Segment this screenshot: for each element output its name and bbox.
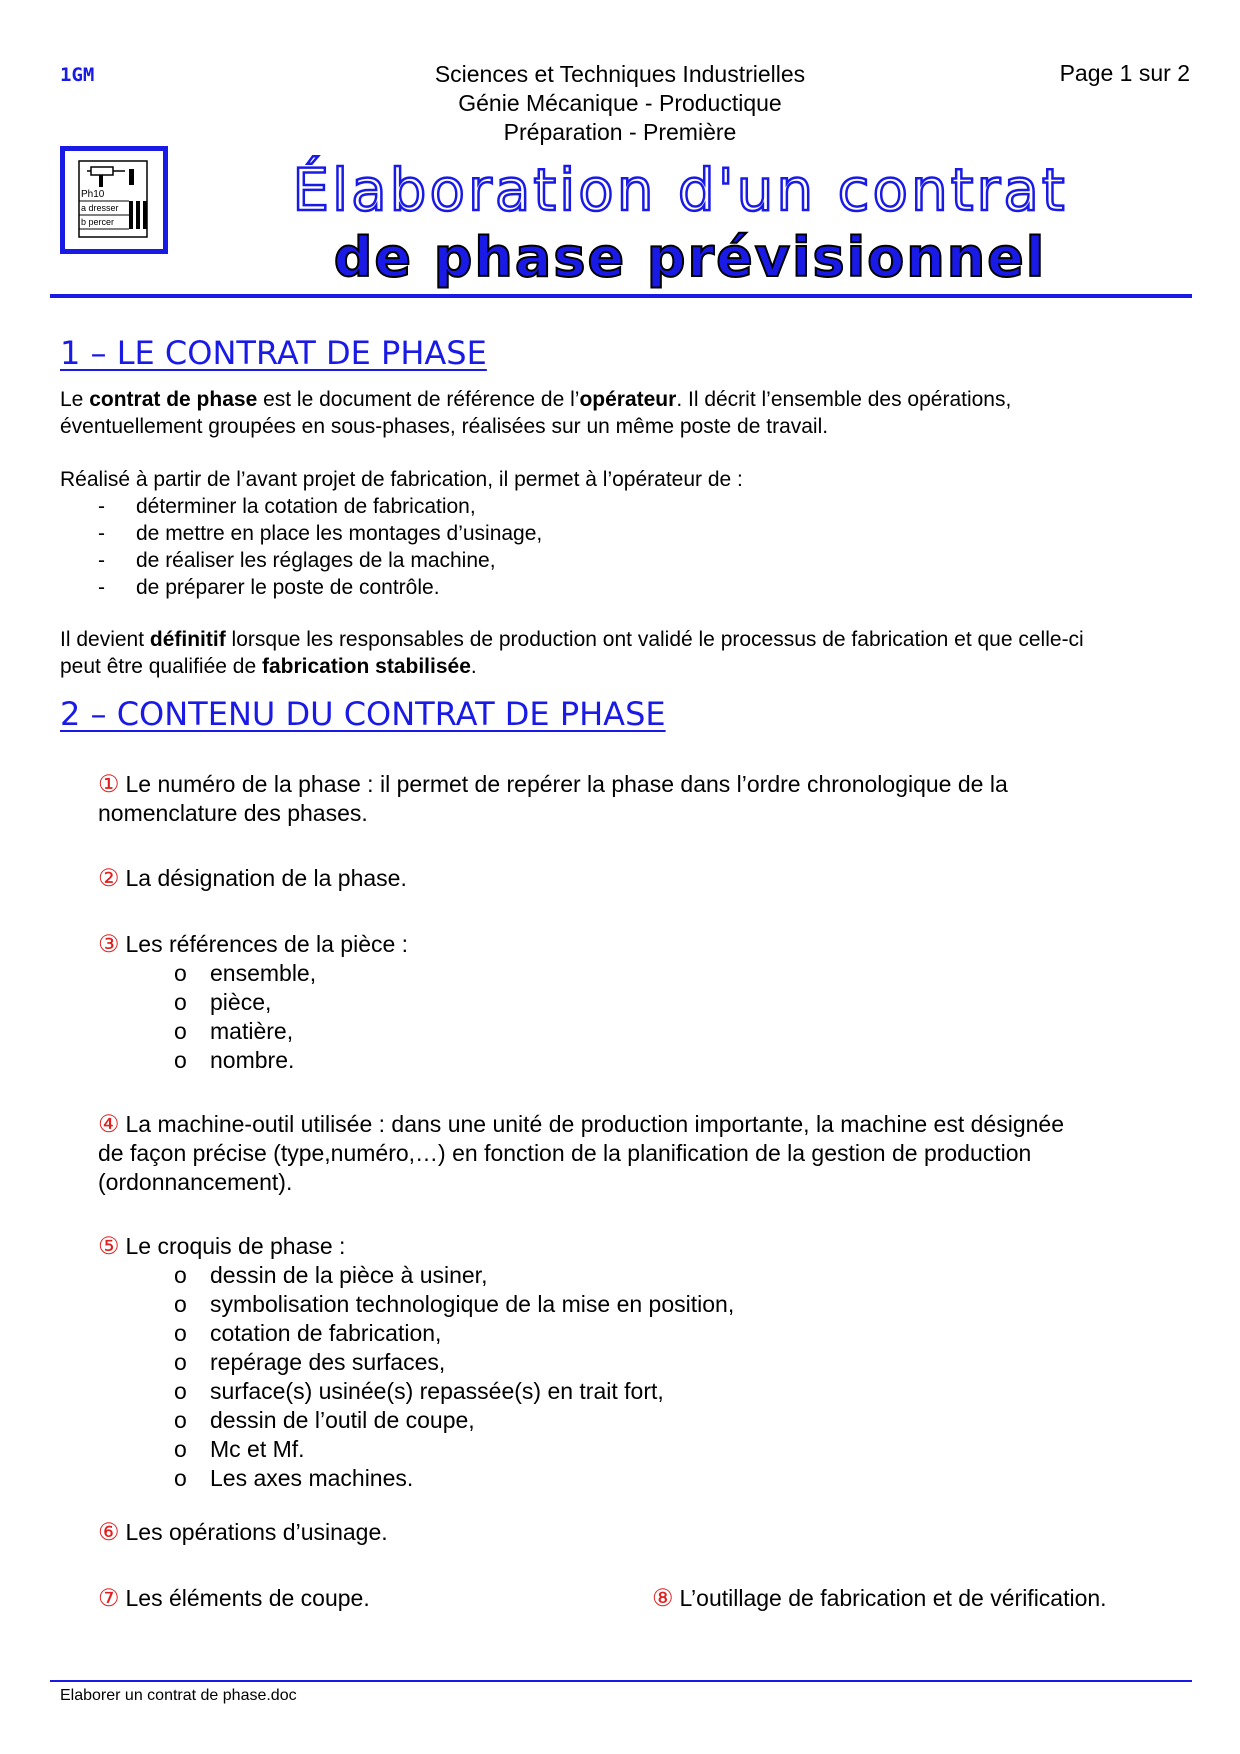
- item-text: L’outillage de fabrication et de vérification.: [679, 1585, 1107, 1611]
- bullet-marker: o: [174, 1465, 187, 1491]
- list-item: [0, 1435, 1198, 1464]
- item-number: ①: [98, 771, 120, 798]
- title-line-1: [180, 150, 1180, 230]
- dash-marker: -: [98, 549, 105, 572]
- list-item-text: pièce,: [210, 989, 272, 1015]
- title-text-1: Élaboration d'un contrat: [292, 156, 1068, 224]
- list-item: [60, 547, 1190, 574]
- bullet-marker: o: [174, 1047, 187, 1073]
- footer-divider: [50, 1680, 1192, 1682]
- dash-marker: -: [98, 576, 105, 599]
- list-item: [0, 1406, 1198, 1435]
- content-item-2: [98, 864, 407, 893]
- list-item: [60, 493, 1190, 520]
- content-item-5: [98, 1232, 1198, 1493]
- item-text: La machine-outil utilisée : dans une unité de production importante, la machine est désignée: [125, 1111, 1064, 1137]
- list-item-text: de mettre en place les montages d’usinage,: [136, 522, 543, 545]
- item-number: ③: [98, 931, 120, 958]
- item-text: Les références de la pièce :: [125, 931, 409, 957]
- bullet-marker: o: [174, 1436, 187, 1462]
- text-span: .: [470, 655, 477, 678]
- header-line: Génie Mécanique - Productique: [458, 90, 782, 116]
- item-number: ⑥: [98, 1519, 120, 1546]
- text-span: Le: [60, 388, 90, 411]
- item-text: Les éléments de coupe.: [125, 1585, 370, 1611]
- phase-logo-icon: [65, 151, 163, 249]
- bullet-marker: o: [174, 1378, 187, 1404]
- dash-list: [60, 493, 1190, 601]
- list-item-text: Les axes machines.: [210, 1465, 414, 1491]
- list-item-text: déterminer la cotation de fabrication,: [136, 495, 476, 518]
- content-item-1: [98, 770, 1198, 828]
- content-item-6: [98, 1518, 388, 1547]
- list-item-text: symbolisation technologique de la mise en position,: [210, 1291, 735, 1317]
- sub-list: [0, 959, 1198, 1075]
- list-item: [60, 520, 1190, 547]
- section-1-paragraph-2: [60, 466, 1190, 601]
- text-bold: définitif: [149, 628, 226, 651]
- bullet-marker: o: [174, 1320, 187, 1346]
- list-item-text: cotation de fabrication,: [210, 1320, 442, 1346]
- content-item-7: [98, 1584, 370, 1613]
- text-line: éventuellement groupées en sous-phases, réalisées sur un même poste de travail.: [60, 415, 829, 438]
- header-divider: [50, 294, 1192, 298]
- list-item-text: de préparer le poste de contrôle.: [136, 576, 440, 599]
- header-line: Préparation - Première: [503, 119, 737, 145]
- text-bold: opérateur: [579, 388, 677, 411]
- list-item-text: ensemble,: [210, 960, 317, 986]
- list-item: [0, 1377, 1198, 1406]
- text-span: . Il décrit l’ensemble des opérations,: [676, 388, 1012, 411]
- section-1-title: 1 – LE CONTRAT DE PHASE: [60, 334, 487, 372]
- item-text: nomenclature des phases.: [98, 800, 368, 826]
- header-center: [380, 60, 860, 147]
- logo-phase-text: Ph10: [81, 189, 105, 200]
- list-item-text: de réaliser les réglages de la machine,: [136, 549, 496, 572]
- dash-marker: -: [98, 522, 105, 545]
- list-item: [0, 1017, 1198, 1046]
- header-class-code: 1GM: [60, 64, 95, 86]
- item-number: ④: [98, 1111, 120, 1138]
- list-item-text: dessin de l’outil de coupe,: [210, 1407, 475, 1433]
- page-number: Page 1 sur 2: [1059, 60, 1190, 86]
- list-item: [60, 574, 1190, 601]
- text-line: Réalisé à partir de l’avant projet de fabrication, il permet à l’opérateur de :: [60, 468, 743, 491]
- list-item: [0, 1046, 1198, 1075]
- list-item: [0, 959, 1198, 988]
- footer-filename: Elaborer un contrat de phase.doc: [60, 1687, 297, 1704]
- bullet-marker: o: [174, 1262, 187, 1288]
- content-item-8: [652, 1584, 1107, 1613]
- list-item-text: matière,: [210, 1018, 294, 1044]
- bullet-marker: o: [174, 1407, 187, 1433]
- text-span: est le document de référence de l’: [257, 388, 580, 411]
- item-text: Le croquis de phase :: [125, 1233, 346, 1259]
- list-item-text: nombre.: [210, 1047, 295, 1073]
- item-text: Les opérations d’usinage.: [125, 1519, 388, 1545]
- header-line: Sciences et Techniques Industrielles: [434, 61, 806, 87]
- title-text-2: de phase prévisionnel: [333, 226, 1047, 289]
- list-item-text: repérage des surfaces,: [210, 1349, 446, 1375]
- list-item-text: dessin de la pièce à usiner,: [210, 1262, 488, 1288]
- item-number: ⑦: [98, 1585, 120, 1612]
- bullet-marker: o: [174, 1291, 187, 1317]
- bullet-marker: o: [174, 989, 187, 1015]
- list-item: [0, 1261, 1198, 1290]
- logo-row2-text: b percer: [81, 217, 115, 227]
- item-number: ⑤: [98, 1233, 120, 1260]
- bullet-marker: o: [174, 960, 187, 986]
- content-item-4: [98, 1110, 1208, 1197]
- list-item: [0, 988, 1198, 1017]
- title-line-2: [250, 220, 1130, 290]
- item-number: ②: [98, 865, 120, 892]
- content-item-3: [98, 930, 1198, 1075]
- section-1-paragraph-1: [60, 386, 1190, 440]
- text-bold: contrat de phase: [89, 388, 258, 411]
- list-item-text: surface(s) usinée(s) repassée(s) en trait fort,: [210, 1378, 664, 1404]
- item-text: (ordonnancement).: [98, 1169, 293, 1195]
- item-number: ⑧: [652, 1585, 674, 1612]
- sub-list: [0, 1261, 1198, 1493]
- dash-marker: -: [98, 495, 105, 518]
- section-2-title: 2 – CONTENU DU CONTRAT DE PHASE: [60, 695, 666, 733]
- phase-logo: [60, 146, 168, 254]
- text-span: lorsque les responsables de production ont validé le processus de fabrication et que celle-ci: [225, 628, 1084, 651]
- bullet-marker: o: [174, 1018, 187, 1044]
- list-item-text: Mc et Mf.: [210, 1436, 305, 1462]
- item-text: La désignation de la phase.: [125, 865, 407, 891]
- section-1-paragraph-3: [60, 626, 1200, 680]
- list-item: [0, 1290, 1198, 1319]
- text-bold: fabrication stabilisée: [261, 655, 471, 678]
- item-text: Le numéro de la phase : il permet de repérer la phase dans l’ordre chronologique de la: [125, 771, 1008, 797]
- list-item: [0, 1319, 1198, 1348]
- text-span: Il devient: [60, 628, 150, 651]
- logo-row1-text: a dresser: [81, 203, 119, 213]
- list-item: [0, 1348, 1198, 1377]
- list-item: [0, 1464, 1198, 1493]
- text-span: peut être qualifiée de: [60, 655, 262, 678]
- bullet-marker: o: [174, 1349, 187, 1375]
- item-text: de façon précise (type,numéro,…) en fonction de la planification de la gestion de production: [98, 1140, 1032, 1166]
